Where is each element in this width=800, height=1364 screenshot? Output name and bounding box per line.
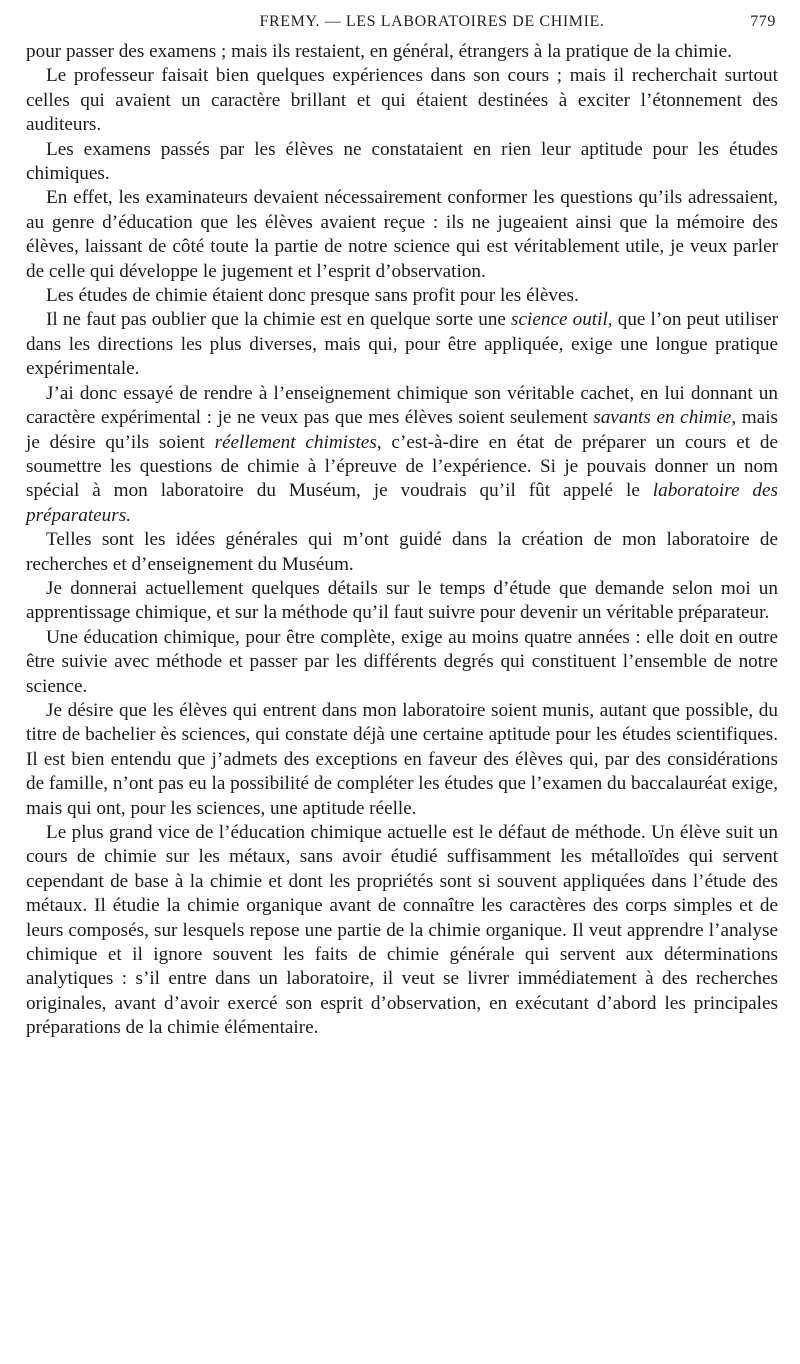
paragraph: Une éducation chimique, pour être complète, exige au moins quatre années : elle doit en outre être suivie avec méthode et passer par les différents degrés qui constituent l’ensemble de notre science. [26,626,778,697]
emphasis: savants en chimie, [593,407,737,429]
text-run: c’est-à-dire en état de préparer un cours et de soumettre les questions de chimie à l’épreuve de l’expérience. Si je pouvais donner un nom spécial à mon laboratoire du Muséum, je voudrais qu’il fût appelé le [26,431,779,502]
text-run: que l’on peut utiliser dans les directions les plus diverses, mais qui, pour être appliquée, exige une longue pratique expérimentale. [26,309,779,380]
paragraph: Les études de chimie étaient donc presque sans profit pour les élèves. [46,285,579,307]
text-run: J’ai donc essayé de rendre à l’enseignement chimique son véritable cachet, en lui donnant un caractère expérimental : je ne veux pas que mes élèves soient seulement [26,382,778,429]
paragraph: Le professeur faisait bien quelques expériences dans son cours ; mais il recherchait surtout celles qui avaient un caractère brillant et qui étaient destinées à exciter l’étonnement des auditeurs. [26,65,778,136]
running-header [26,0,778,40]
paragraph [26,382,778,528]
text-run: Il ne faut pas oublier que la chimie est en quelque sorte une [46,309,512,331]
paragraph: Les examens passés par les élèves ne constataient en rien leur aptitude pour les études chimiques. [26,138,778,185]
text-run: mais je désire qu’ils soient [26,407,778,453]
paragraph [26,308,778,381]
running-title: FREMY. — LES LABORATOIRES DE CHIMIE. [259,13,605,30]
emphasis: laboratoire des préparateurs. [26,480,778,526]
paragraph: Le plus grand vice de l’éducation chimique actuelle est le défaut de méthode. Un élève suit un cours de chimie sur les métaux, sans avoir étudié suffisamment les métalloïdes qui servent cependant de base à la chimie et dont les propriétés sont si souvent appliquées dans l’étude des métaux. Il étudie la chimie organique avant de connaître les caractères des corps simples et de leurs composés, sur lesquels repose une partie de la chimie organique. Il veut apprendre l’analyse chimique et il ignore souvent les faits de chimie générale qui servent aux déterminations analytiques : s’il entre dans un laboratoire, il veut se livrer immédiatement à des recherches originales, avant d’avoir exercé son esprit d’observation, en exécutant d’abord les principales préparations de la chimie élémentaire. [26,822,778,1039]
paragraph: Je donnerai actuellement quelques détails sur le temps d’étude que demande selon moi un apprentissage chimique, et sur la méthode qu’il faut suivre pour devenir un véritable préparateur. [26,577,778,624]
body-text [26,40,778,1041]
emphasis: réellement chimistes, [214,431,382,453]
paragraph: Telles sont les idées générales qui m’ont guidé dans la création de mon laboratoire de recherches et d’enseignement du Muséum. [26,529,778,575]
paragraph: En effet, les examinateurs devaient nécessairement conformer les questions qu’ils adressaient, au genre d’éducation que les élèves avaient reçue : ils ne jugeaient ainsi que la mémoire des élèves, laissant de côté toute la partie de notre science qui est véritablement utile, je veux parler de celle qui développe le jugement et l’esprit d’observation. [26,187,778,282]
emphasis: science outil, [511,309,613,331]
paragraph-continued: pour passer des examens ; mais ils restaient, en général, étrangers à la pratique de la chimie. [26,41,732,62]
page-number: 779 [750,13,776,30]
book-page [26,0,778,1364]
paragraph: Je désire que les élèves qui entrent dans mon laboratoire soient munis, autant que possible, du titre de bachelier ès sciences, qui constate déjà une certaine aptitude pour les études scientifiques. Il est bien entendu que j’admets des exceptions en faveur des élèves qui, par des considérations de famille, n’ont pas eu la possibilité de compléter les études que l’examen du baccalauréat exige, mais qui ont, pour les sciences, une aptitude réelle. [26,699,778,819]
